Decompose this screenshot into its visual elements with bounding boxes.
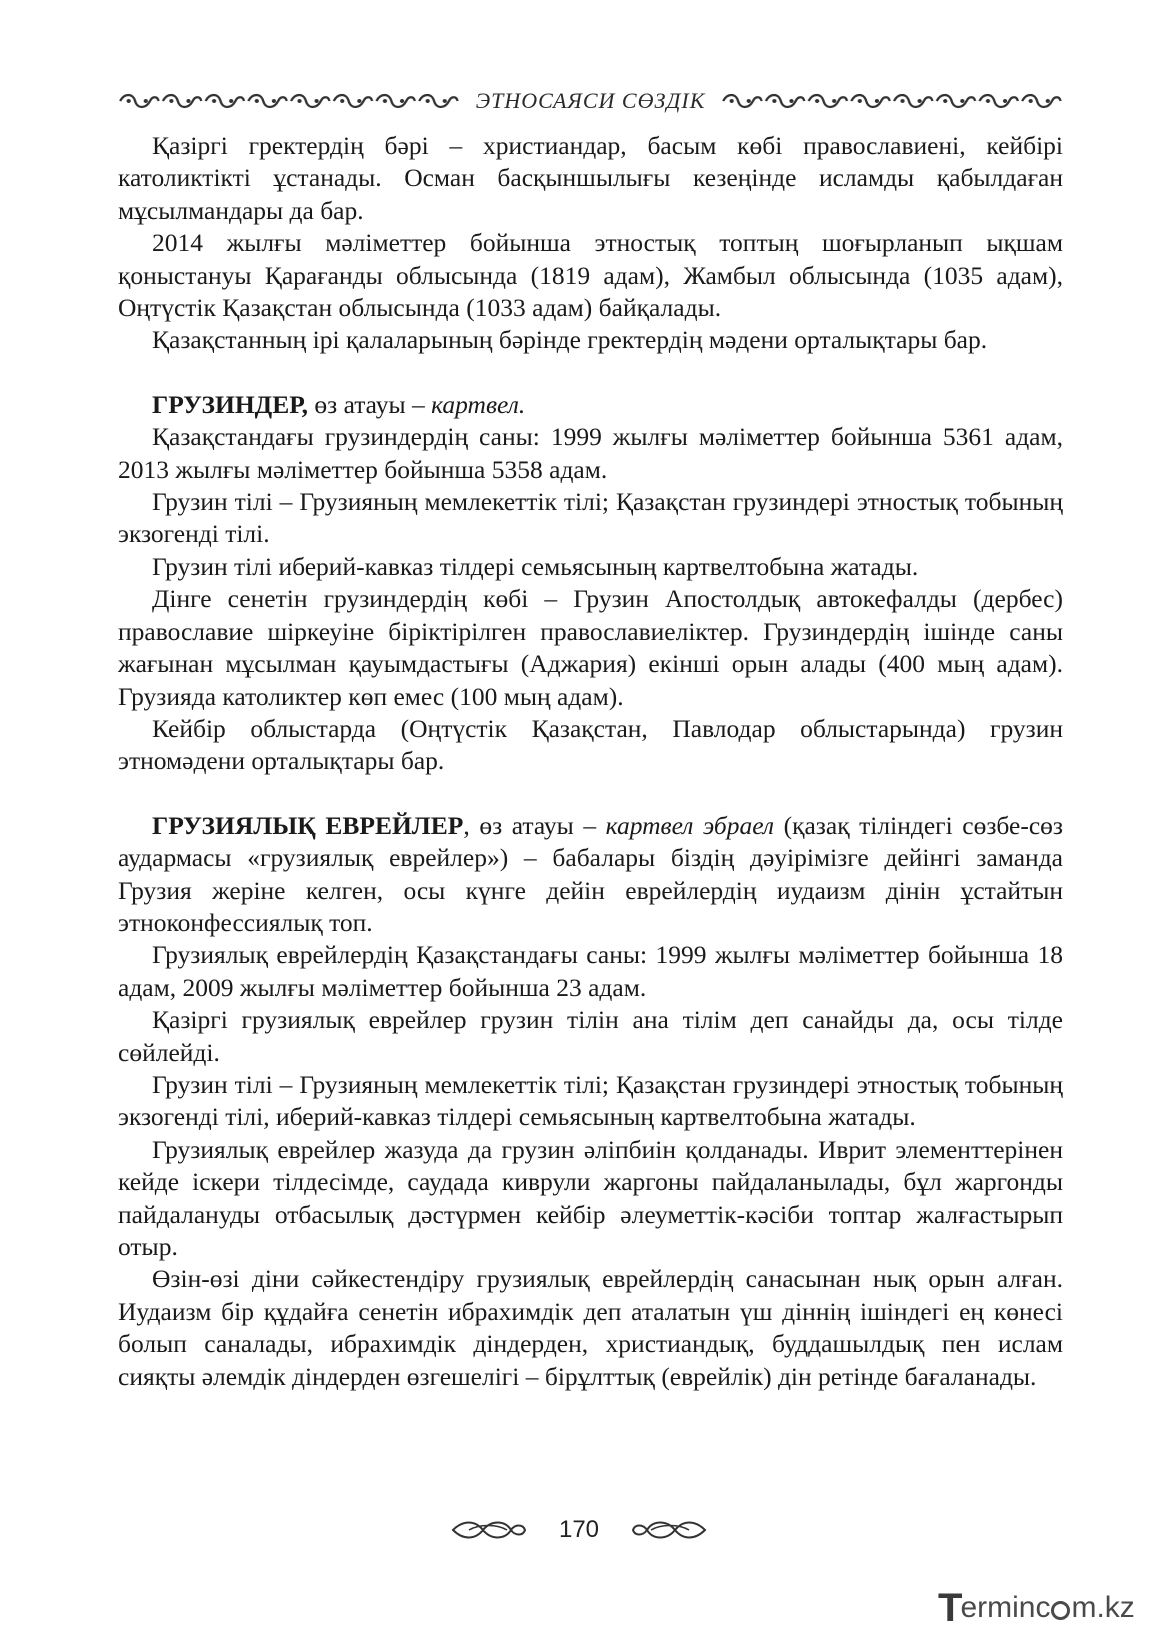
flourish-right-icon [629,1518,709,1542]
entry-term-connector: өз атауы – [308,389,432,419]
page-header [118,86,1063,116]
entry-paragraph: Грузин тілі – Грузияның мемлекеттік тілі; Қазақстан грузиндері этностық тобының экзогенді тілі, иберий-кавказ тілдері семьясының картвелтобына жатады. [118,1069,1063,1132]
watermark-letter: T [938,1585,963,1630]
entry-paragraph: Грузин тілі – Грузияның мемлекеттік тілі; Қазақстан грузиндері этностық тобының экзогенді тілі. [118,487,1063,549]
intro-paragraph: Қазіргі гректердің бәрі – христиандар, басым көбі православиені, кейбірі католиктікті ұстанады. Осман басқыншылығы кезеңінде исламды қабылдаған мұсылмандары да бар. [118,131,1063,225]
entry-paragraph: Грузиялық еврейлердің Қазақстандағы саны: 1999 жылғы мәліметтер бойынша 18 адам, 2009 жылғы мәліметтер бойынша 23 адам. [118,940,1063,1002]
page-footer [0,1512,1158,1548]
intro-paragraph: 2014 жылғы мәліметтер бойынша этностық топтың шоғырланып ықшам қоныстануы Қарағанды облысында (1819 адам), Жамбыл облысында (1035 адам), Оңтүстік Қазақстан облысында (1033 адам) байқалады. [118,228,1063,323]
entry-term: ГРУЗИЯЛЫҚ ЕВРЕЙЛЕР [152,810,464,840]
entry-paragraph: Қазақстандағы грузиндердің саны: 1999 жылғы мәліметтер бойынша 5361 адам, 2013 жылғы мәліметтер бойынша 5358 адам. [118,422,1063,484]
entry-term: ГРУЗИНДЕР, [152,389,308,419]
entry-grusinder-heading [118,389,1063,421]
page-number: 170 [558,1516,600,1543]
watermark-text: erminc [960,1591,1051,1624]
watermark-circle-icon [1051,1601,1070,1620]
ornament-left-icon [118,90,460,112]
section-gap [118,778,1063,810]
page-body [118,130,1063,1393]
intro-paragraph: Қазақстанның ірі қалаларының бәрінде гректердің мәдени орталықтары бар. [152,325,988,355]
entry-self-name: картвел эбраел [605,810,775,840]
entry-paragraph: Қазіргі грузиялық еврейлер грузин тілін ана тілім деп санайды да, осы тілде сөйлейді. [118,1005,1063,1067]
ornament-right-icon [721,90,1063,112]
termincom-watermark [938,1585,1138,1630]
header-title: ЭТНОСАЯСИ СӨЗДІК [475,88,706,113]
entry-definition: (қазақ тіліндегі сөзбе-сөз аудармасы «грузиялық еврейлер») – бабалары біздің дәуірімізге дейінгі заманда Грузия жеріне келген, осы күнге дейін еврейлердің иудаизм дінін ұстайтын этноконфессиялық топ. [118,810,1063,937]
entry-self-name: картвел. [431,389,526,419]
entry-paragraph: Грузиялық еврейлер жазуда да грузин әліпбиін қолданады. Иврит элементтерінен кейде іскери тілдесімде, саудада киврули жаргоны пайдаланылады, бұл жаргонды пайдалануды отбасылық дәстүрмен кейбір әлеуметтік-кәсіби топтар жалғастырып отыр. [118,1134,1063,1261]
flourish-left-icon [449,1518,529,1542]
entry-paragraph: Өзін-өзі діни сәйкестендіру грузиялық еврейлердің санасынан нық орын алған. Иудаизм бір құдайға сенетін ибрахимдік деп аталатын үш діннің ішіндегі ең көнесі болып саналады, ибрахимдік діндерден, христиандық, буддашылдық пен ислам сияқты әлемдік діндерден өзгешелігі – бірұлттық (еврейлік) дін ретінде бағаланады. [118,1264,1063,1391]
entry-paragraph: Кейбір облыстарда (Оңтүстік Қазақстан, Павлодар облыстарында) грузин этномәдени орталықтары бар. [118,713,1063,776]
watermark-domain: m.kz [1071,1591,1135,1624]
section-gap [118,357,1063,389]
entry-paragraph: Дінге сенетін грузиндердің көбі – Грузин Апостолдық автокефалды (дербес) православие шіркеуіне біріктірілген православиеліктер. Грузиндердің ішінде саны жағынан мұсылман қауымдастығы (Аджария) екінші орын алады (400 мың адам). Грузияда католиктер көп емес (100 мың адам). [118,584,1063,711]
entry-term-connector: , өз атауы – [463,810,606,840]
entry-georgian-jews-heading [118,810,1063,940]
entry-paragraph: Грузин тілі иберий-кавказ тілдері семьясының картвелтобына жатады. [152,551,919,581]
